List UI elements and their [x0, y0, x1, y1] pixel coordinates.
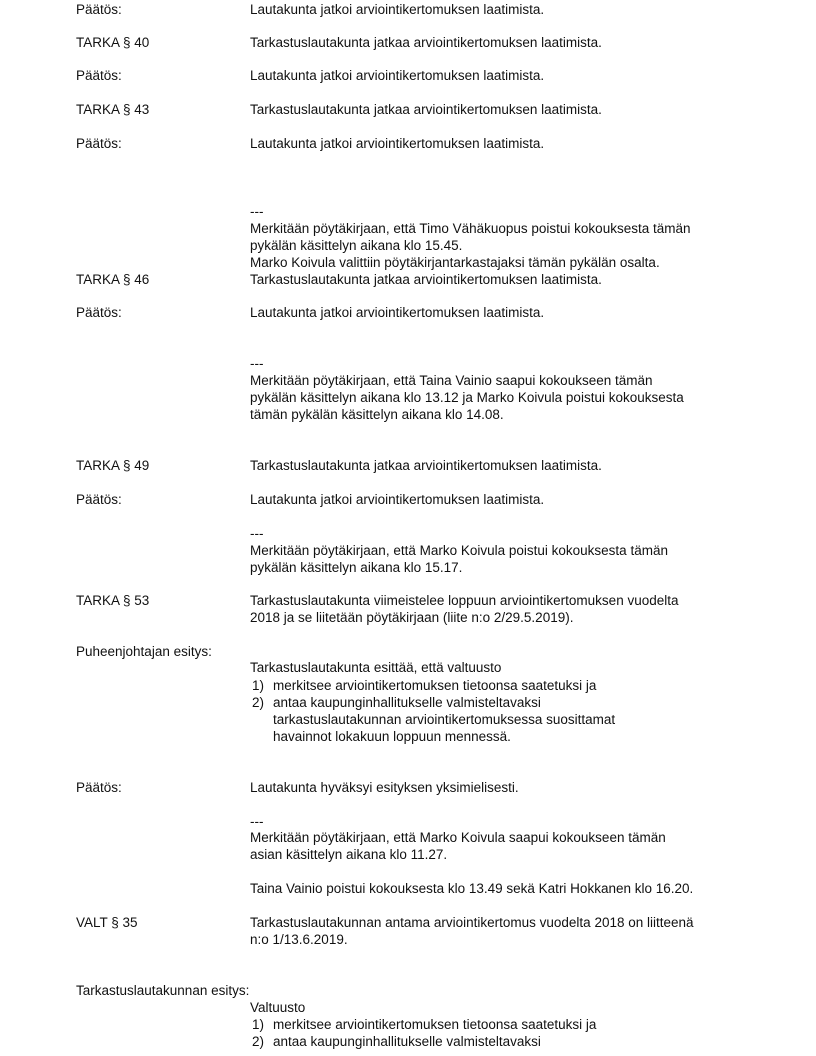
- section-text: Tarkastuslautakunta jatkaa arviointikertomuksen laatimista.: [250, 102, 602, 117]
- decision-label: Päätös:: [76, 492, 122, 507]
- decision-text: Lautakunta hyväksyi esityksen yksimielisesti.: [250, 780, 519, 795]
- section-text: Tarkastuslautakunta jatkaa arviointikertomuksen laatimista.: [250, 458, 602, 473]
- decision-text: Lautakunta jatkoi arviointikertomuksen laatimista.: [250, 68, 545, 83]
- separator: ---: [250, 526, 264, 541]
- note-text: pykälän käsittelyn aikana klo 13.12 ja Marko Koivula poistui kokouksesta: [250, 390, 684, 405]
- list-item: antaa kaupunginhallitukselle valmisteltavaksi: [273, 1034, 541, 1049]
- separator: ---: [250, 204, 264, 219]
- separator: ---: [250, 356, 264, 371]
- section-label: VALT § 35: [76, 915, 138, 930]
- list-item: merkitsee arviointikertomuksen tietoonsa saatetuksi ja: [273, 678, 597, 693]
- note-text: asian käsittelyn aikana klo 11.27.: [250, 847, 448, 862]
- proposal-label: Tarkastuslautakunnan esitys:: [76, 983, 250, 998]
- list-number: 1): [252, 678, 265, 693]
- section-text: Tarkastuslautakunta jatkaa arviointikertomuksen laatimista.: [250, 272, 602, 287]
- proposal-text: Tarkastuslautakunta esittää, että valtuusto: [250, 660, 502, 675]
- decision-label: Päätös:: [76, 136, 122, 151]
- note-text: Merkitään pöytäkirjaan, että Marko Koivula poistui kokouksesta tämän: [250, 543, 668, 558]
- list-item: antaa kaupunginhallitukselle valmisteltavaksi: [273, 695, 541, 710]
- decision-label: Päätös:: [76, 2, 122, 17]
- note-text: pykälän käsittelyn aikana klo 15.45.: [250, 238, 463, 253]
- section-text: 2018 ja se liitetään pöytäkirjaan (liite n:o 2/29.5.2019).: [250, 610, 574, 625]
- section-text: Tarkastuslautakunta jatkaa arviointikertomuksen laatimista.: [250, 35, 602, 50]
- section-label: TARKA § 53: [76, 593, 150, 608]
- section-text: n:o 1/13.6.2019.: [250, 932, 348, 947]
- section-label: TARKA § 43: [76, 102, 150, 117]
- note-text: pykälän käsittelyn aikana klo 15.17.: [250, 560, 463, 575]
- proposal-label: Puheenjohtajan esitys:: [76, 644, 212, 659]
- decision-text: Lautakunta jatkoi arviointikertomuksen laatimista.: [250, 492, 545, 507]
- section-label: TARKA § 49: [76, 458, 150, 473]
- section-text: Tarkastuslautakunnan antama arviointikertomus vuodelta 2018 on liitteenä: [250, 915, 694, 930]
- note-text: Merkitään pöytäkirjaan, että Timo Vähäkuopus poistui kokouksesta tämän: [250, 221, 691, 236]
- section-label: TARKA § 40: [76, 35, 150, 50]
- note-text: tämän pykälän käsittelyn aikana klo 14.08.: [250, 407, 504, 422]
- decision-text: Lautakunta jatkoi arviointikertomuksen laatimista.: [250, 305, 545, 320]
- list-item-continuation: tarkastuslautakunnan arviointikertomuksessa suosittamat: [273, 712, 616, 727]
- decision-text: Lautakunta jatkoi arviointikertomuksen laatimista.: [250, 2, 545, 17]
- separator: ---: [250, 814, 264, 829]
- note-text: Taina Vainio poistui kokouksesta klo 13.49 sekä Katri Hokkanen klo 16.20.: [250, 881, 694, 896]
- section-text: Tarkastuslautakunta viimeistelee loppuun arviointikertomuksen vuodelta: [250, 593, 679, 608]
- list-item-continuation: havainnot lokakuun loppuun mennessä.: [273, 729, 511, 744]
- note-text: Merkitään pöytäkirjaan, että Taina Vainio saapui kokoukseen tämän: [250, 373, 653, 388]
- note-text: Marko Koivula valittiin pöytäkirjantarkastajaksi tämän pykälän osalta.: [250, 255, 660, 270]
- list-number: 1): [252, 1017, 265, 1032]
- list-number: 2): [252, 1034, 265, 1049]
- section-label: TARKA § 46: [76, 272, 150, 287]
- decision-text: Lautakunta jatkoi arviointikertomuksen laatimista.: [250, 136, 545, 151]
- decision-label: Päätös:: [76, 780, 122, 795]
- note-text: Merkitään pöytäkirjaan, että Marko Koivula saapui kokoukseen tämän: [250, 830, 666, 845]
- list-number: 2): [252, 695, 265, 710]
- decision-label: Päätös:: [76, 68, 122, 83]
- decision-label: Päätös:: [76, 305, 122, 320]
- proposal-text: Valtuusto: [250, 1000, 306, 1015]
- list-item: merkitsee arviointikertomuksen tietoonsa saatetuksi ja: [273, 1017, 597, 1032]
